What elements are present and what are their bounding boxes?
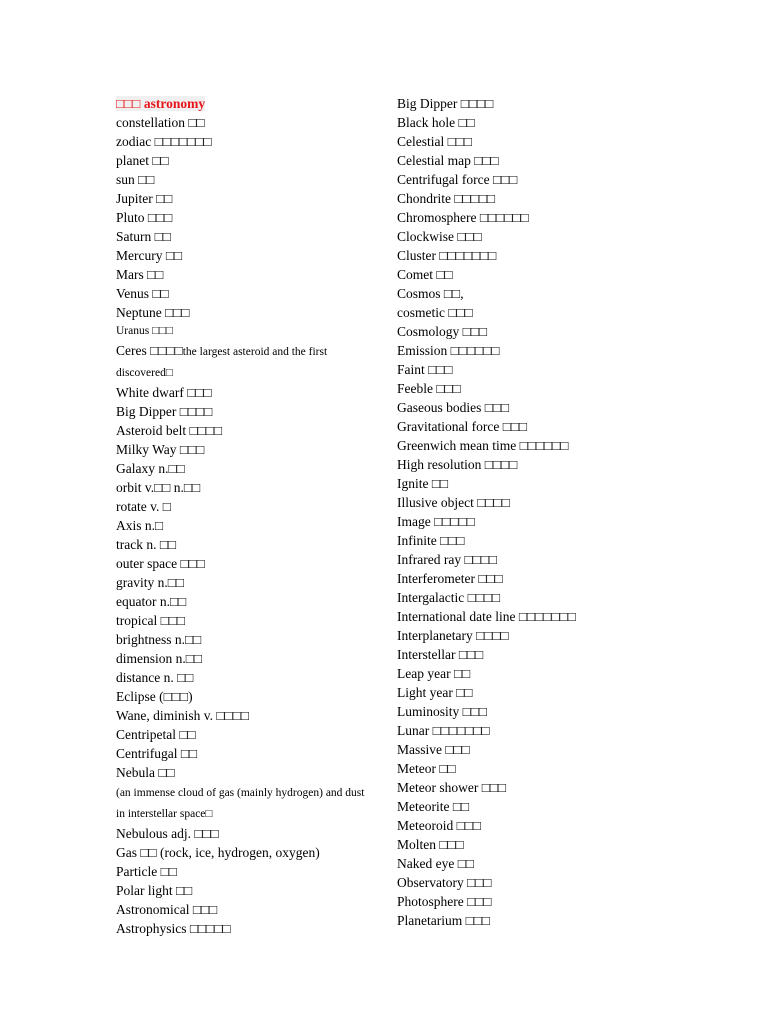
- vocab-entry: Clockwise □□□: [397, 229, 482, 244]
- heading-prefix: □□□: [116, 96, 141, 111]
- heading-title: astronomy: [143, 96, 206, 111]
- vocab-entry: Meteor shower □□□: [397, 780, 507, 795]
- vocab-entry: Particle □□: [116, 864, 177, 879]
- vocab-entry: High resolution □□□□: [397, 457, 518, 472]
- vocab-entry: Emission □□□□□□: [397, 343, 500, 358]
- vocab-entry: cosmetic □□□: [397, 305, 473, 320]
- vocab-entry: Mercury □□: [116, 248, 183, 263]
- vocab-entry: Infinite □□□: [397, 533, 465, 548]
- vocab-entry: Meteor □□: [397, 761, 456, 776]
- vocab-entry: Interplanetary □□□□: [397, 628, 509, 643]
- vocab-entry: Ignite □□: [397, 476, 449, 491]
- vocab-entry: Nebula □□: [116, 765, 175, 780]
- vocab-entry: Luminosity □□□: [397, 704, 488, 719]
- vocab-entry: Gas □□ (rock, ice, hydrogen, oxygen): [116, 845, 320, 860]
- nebula-definition: [116, 782, 372, 824]
- vocab-entry: tropical □□□: [116, 613, 186, 628]
- vocab-entry: Feeble □□□: [397, 381, 461, 396]
- vocab-entry-ceres: [116, 341, 372, 383]
- vocab-entry: Leap year □□: [397, 666, 471, 681]
- ceres-note: the largest asteroid and the first discovered□: [116, 346, 328, 379]
- vocab-entry: Molten □□□: [397, 837, 464, 852]
- vocab-entry: Naked eye □□: [397, 856, 475, 871]
- vocab-entry: Cosmos □□,: [397, 286, 464, 301]
- vocab-entry: Milky Way □□□: [116, 442, 205, 457]
- vocab-entry: track n. □□: [116, 537, 177, 552]
- vocab-entry: rotate v. □: [116, 499, 171, 514]
- vocab-entry: Celestial □□□: [397, 134, 473, 149]
- vocab-entry: Cosmology □□□: [397, 324, 488, 339]
- vocab-entry: Venus □□: [116, 286, 169, 301]
- vocab-entry: Infrared ray □□□□: [397, 552, 498, 567]
- vocab-entry: Gaseous bodies □□□: [397, 400, 510, 415]
- vocab-entry: Centrifugal force □□□: [397, 172, 518, 187]
- vocab-entry: Polar light □□: [116, 883, 193, 898]
- vocab-entry: Celestial map □□□: [397, 153, 499, 168]
- vocab-entry: Lunar □□□□□□□: [397, 723, 490, 738]
- vocab-entry: Wane, diminish v. □□□□: [116, 708, 250, 723]
- vocab-entry: Chondrite □□□□□: [397, 191, 496, 206]
- vocab-entry: Axis n.□: [116, 518, 164, 533]
- vocab-entry: brightness n.□□: [116, 632, 202, 647]
- vocab-entry: Illusive object □□□□: [397, 495, 510, 510]
- vocab-entry: Gravitational force □□□: [397, 419, 528, 434]
- vocab-entry: constellation □□: [116, 115, 205, 130]
- vocab-entry: Comet □□: [397, 267, 453, 282]
- vocab-entry: orbit v.□□ n.□□: [116, 480, 201, 495]
- vocab-entry: Meteoroid □□□: [397, 818, 482, 833]
- vocab-entry: Saturn □□: [116, 229, 171, 244]
- vocab-entry: Intergalactic □□□□: [397, 590, 501, 605]
- vocab-entry: Observatory □□□: [397, 875, 492, 890]
- vocab-entry: outer space □□□: [116, 556, 205, 571]
- vocab-entry: Jupiter □□: [116, 191, 173, 206]
- vocab-entry: Centripetal □□: [116, 727, 196, 742]
- vocab-entry: White dwarf □□□: [116, 385, 212, 400]
- vocab-entry: Astrophysics □□□□□: [116, 921, 231, 936]
- vocab-entry: Mars □□: [116, 267, 164, 282]
- document-heading: [116, 94, 372, 113]
- ceres-term: Ceres □□□□: [116, 343, 183, 358]
- vocab-entry: equator n.□□: [116, 594, 187, 609]
- vocab-entry: Centrifugal □□: [116, 746, 198, 761]
- vocab-entry: gravity n.□□: [116, 575, 185, 590]
- vocab-entry: Massive □□□: [397, 742, 470, 757]
- vocab-entry: Eclipse (□□□): [116, 689, 193, 704]
- vocab-entry: Galaxy n.□□: [116, 461, 185, 476]
- vocab-entry: Photosphere □□□: [397, 894, 492, 909]
- nebula-note: (an immense cloud of gas (mainly hydrogen) and dust in interstellar space□: [116, 787, 365, 820]
- vocab-entry: planet □□: [116, 153, 169, 168]
- vocab-entry: International date line □□□□□□□: [397, 609, 576, 624]
- vocab-entry: distance n. □□: [116, 670, 194, 685]
- vocab-entry: Black hole □□: [397, 115, 475, 130]
- vocab-entry: Planetarium □□□: [397, 913, 491, 928]
- vocab-entry: dimension n.□□: [116, 651, 203, 666]
- vocab-entry: Big Dipper □□□□: [116, 404, 213, 419]
- vocab-entry: Faint □□□: [397, 362, 453, 377]
- left-column: [116, 94, 372, 938]
- vocab-entry: Cluster □□□□□□□: [397, 248, 497, 263]
- vocab-entry: Astronomical □□□: [116, 902, 218, 917]
- vocab-entry: Image □□□□□: [397, 514, 475, 529]
- vocab-entry: Interstellar □□□: [397, 647, 484, 662]
- vocab-entry: Big Dipper □□□□: [397, 96, 494, 111]
- vocab-entry: sun □□: [116, 172, 155, 187]
- vocab-entry: Greenwich mean time □□□□□□: [397, 438, 569, 453]
- vocab-entry: Meteorite □□: [397, 799, 470, 814]
- right-column: [397, 94, 637, 930]
- vocab-entry: Pluto □□□: [116, 210, 173, 225]
- vocab-entry: Nebulous adj. □□□: [116, 826, 219, 841]
- vocab-entry: Asteroid belt □□□□: [116, 423, 223, 438]
- vocab-entry: Chromosphere □□□□□□: [397, 210, 529, 225]
- vocab-entry: Light year □□: [397, 685, 473, 700]
- vocab-entry: Interferometer □□□: [397, 571, 503, 586]
- vocab-entry: Neptune □□□: [116, 305, 190, 320]
- vocab-entry: Uranus □□□: [116, 325, 173, 337]
- vocab-entry: zodiac □□□□□□□: [116, 134, 212, 149]
